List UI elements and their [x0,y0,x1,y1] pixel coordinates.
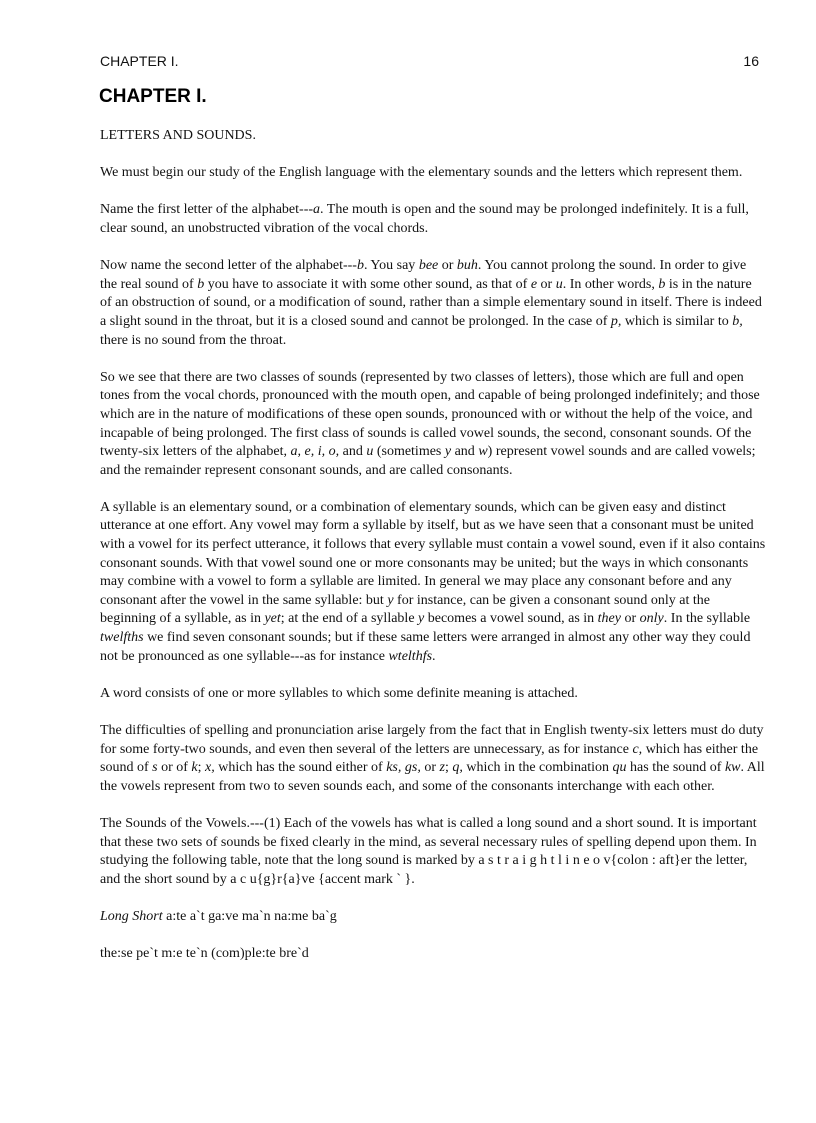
paragraph-1 [100,164,766,183]
vowel-table-row-1 [100,908,766,927]
italic-run: Long Short [100,908,163,924]
page-number: 16 [743,53,759,69]
section-title: LETTERS AND SOUNDS. [100,128,256,143]
italic-run: c, [632,741,643,757]
paragraph-6 [100,685,766,704]
text-run: (sometimes [373,444,445,460]
text-run: the:se pe`t m:e te`n (com)ple:te bre`d [100,946,309,962]
text-run: and [451,444,479,460]
paragraph-4 [100,369,766,481]
text-run: which has the sound either of [214,760,387,776]
text-run: A word consists of one or more syllables to which some definite meaning is attached. [100,685,578,701]
text-run: or [621,611,640,627]
italic-run: y [418,611,425,627]
text-run: which has either the sound of [100,741,759,776]
running-title: CHAPTER I. [100,53,179,69]
vowel-table-row-2 [100,945,766,964]
text-run: Now name the second letter of the alphabet--- [100,258,357,274]
text-run: So we see that there are two classes of sounds (represented by two classes of letters), those which are full and open tones from the vocal chords, pronounced with the mouth open, and capable of being prolonged indefinitely; and those which are in the nature of modifications of these open sounds, pronounced with or without the help of the voice, and incapable of being prolonged. The first class of sounds is called vowel sounds, the second, consonant sounds. Of the twenty-six letters of the alphabet, [100,369,760,460]
paragraph-8 [100,815,766,889]
text-run: . The mouth is open and the sound may be prolonged indefinitely. It is a full, clear sound, an unobstructed vibration of the vocal chords. [100,202,749,236]
italic-run: they [597,611,621,627]
body-text [100,127,766,982]
italic-run: e [530,276,538,292]
italic-run: k [191,760,198,776]
text-run: or [438,258,457,274]
text-run: . In other words, [562,276,659,292]
text-run: becomes a vowel sound, as in [424,611,598,627]
italic-run: only [639,611,664,627]
italic-run: a [313,202,321,218]
italic-run: kw [724,760,741,776]
italic-run: z [439,760,445,776]
text-run: or [420,760,440,776]
paragraph-2 [100,201,766,238]
text-run: which in the combination [462,760,613,776]
chapter-title: CHAPTER I. [99,86,207,107]
text-run: We must begin our study of the English language with the elementary sounds and the letters which represent them. [100,165,743,181]
italic-run: y [387,592,394,608]
italic-run: buh [456,258,478,274]
text-run: which is similar to [621,313,733,329]
text-run: or of [157,760,192,776]
italic-run: s [152,760,158,776]
running-header [100,53,759,69]
text-run: Name the first letter of the alphabet--- [100,202,314,218]
text-run: The Sounds of the Vowels.---(1) Each of the vowels has what is called a long sound and a short sound. It is important that these two sets of sounds be fixed clearly in the mind, as several necessary rules of spelling depend upon them. In studying the following table, note that the long sound is marked by a s t r a i g h t l i n e o v{colon : aft}er the letter, and the short sound by a c u{g}r{a}ve {accent mark ` }. [100,815,757,887]
text-run: a:te a`t ga:ve ma`n na:me ba`g [162,908,337,924]
italic-run: bee [418,258,439,274]
italic-run: u [555,276,563,292]
italic-run: x, [205,760,215,776]
italic-run: twelfths [100,630,144,646]
text-run: . You cannot prolong the sound. In order to give the real sound of [100,258,747,292]
italic-run: wtelthfs [388,648,433,664]
text-run: ; [444,760,453,776]
italic-run: b [197,276,205,292]
text-run: is in the nature of an obstruction of sound, or a modification of sound, rather than a simple elementary sound in itself. There is indeed a slight sound in the throat, but it is a closed sound and cannot be prolonged. In the case of [100,276,762,329]
italic-run: u [366,444,374,460]
italic-run: yet [264,611,281,627]
text-run: we find seven consonant sounds; but if these same letters were arranged in almost any other way they could not be pronounced as one syllable---as for instance [100,630,751,664]
text-run: there is no sound from the throat. [100,332,287,348]
text-run: . In the syllable [663,611,751,627]
text-run: has the sound of [626,760,725,776]
italic-run: qu [612,760,627,776]
italic-run: b [658,276,666,292]
text-run: or [537,276,556,292]
text-run: . You say [363,258,419,274]
italic-run: b, [732,313,743,329]
italic-run: ks, gs, [386,760,421,776]
italic-run: q, [452,760,463,776]
italic-run: w [478,444,488,460]
paragraph-3 [100,257,766,350]
text-run: ; at the end of a syllable [280,611,419,627]
text-run: The difficulties of spelling and pronunciation arise largely from the fact that in English twenty-six letters must do duty for some forty-two sounds, and even then several of the letters are unnecessary, as for instance [100,723,764,757]
text-run: A syllable is an elementary sound, or a combination of elementary sounds, which can be given easy and distinct utterance at one effort. Any vowel may form a syllable by itself, but as we have seen that a consonant must be united with a vowel for its perfect utterance, it follows that every syllable must contain a vowel sound, even if it also contains consonant sounds. With that vowel sound one or more consonants may be united; but the ways in which consonants may combine with a vowel to form a syllable are limited. In general we may place any consonant before and any consonant after the vowel in the same syllable: but [100,499,766,608]
text-run: . All the vowels represent from two to seven sounds each, and some of the consonants interchange with each other. [100,760,765,794]
text-run: . [432,648,436,664]
paragraph-5 [100,499,766,666]
text-run: ) represent vowel sounds and are called vowels; and the remainder represent consonant sounds, and are called consonants. [100,444,756,478]
italic-run: a, e, i, o, [290,444,340,460]
text-run: and [339,444,367,460]
italic-run: p, [610,313,622,329]
paragraph-7 [100,722,766,796]
text-run: for instance, can be given a consonant sound only at the beginning of a syllable, as in [100,592,710,627]
text-run: ; [197,760,206,776]
text-run: you have to associate it with some other sound, as that of [204,276,531,292]
italic-run: b [356,258,364,274]
italic-run: y [444,444,452,460]
